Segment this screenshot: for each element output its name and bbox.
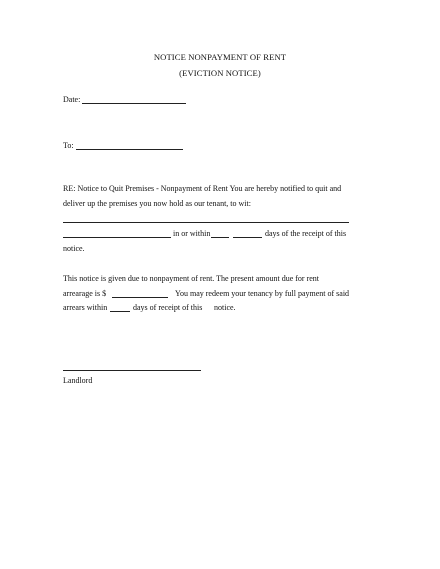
days-blank-1 xyxy=(211,237,229,238)
date-blank xyxy=(82,103,186,104)
re-line-1: RE: Notice to Quit Premises - Nonpayment of Rent You are hereby notified to quit and xyxy=(63,184,342,193)
para2-line-3c: notice. xyxy=(214,303,236,312)
para2-line-3a: arrears within xyxy=(63,303,108,312)
para2-line-2a: arrearage is $ xyxy=(63,289,107,298)
re-line-2: deliver up the premises you now hold as our tenant, to wit: xyxy=(63,199,251,208)
signature-line xyxy=(63,370,201,371)
amount-blank xyxy=(112,297,168,298)
document-subtitle: (EVICTION NOTICE) xyxy=(179,68,261,78)
days-blank-2 xyxy=(233,237,262,238)
para2-line-1: This notice is given due to nonpayment of rent. The present amount due for rent xyxy=(63,274,320,283)
signature-label: Landlord xyxy=(63,376,93,385)
re-line-4-end: days of the receipt of this xyxy=(265,229,347,238)
document-title: NOTICE NONPAYMENT OF RENT xyxy=(153,52,287,62)
to-label: To: xyxy=(63,141,74,150)
re-line-5: notice. xyxy=(63,244,85,253)
to-blank xyxy=(76,149,183,150)
date-label: Date: xyxy=(63,95,81,104)
redeem-days-blank xyxy=(110,311,130,312)
re-line-4-mid: in or within xyxy=(173,229,211,238)
para2-line-2b: You may redeem your tenancy by full payment of said xyxy=(175,289,350,298)
para2-line-3b: days of receipt of this xyxy=(133,303,203,312)
premises-blank-2 xyxy=(63,237,171,238)
premises-blank xyxy=(63,222,349,223)
